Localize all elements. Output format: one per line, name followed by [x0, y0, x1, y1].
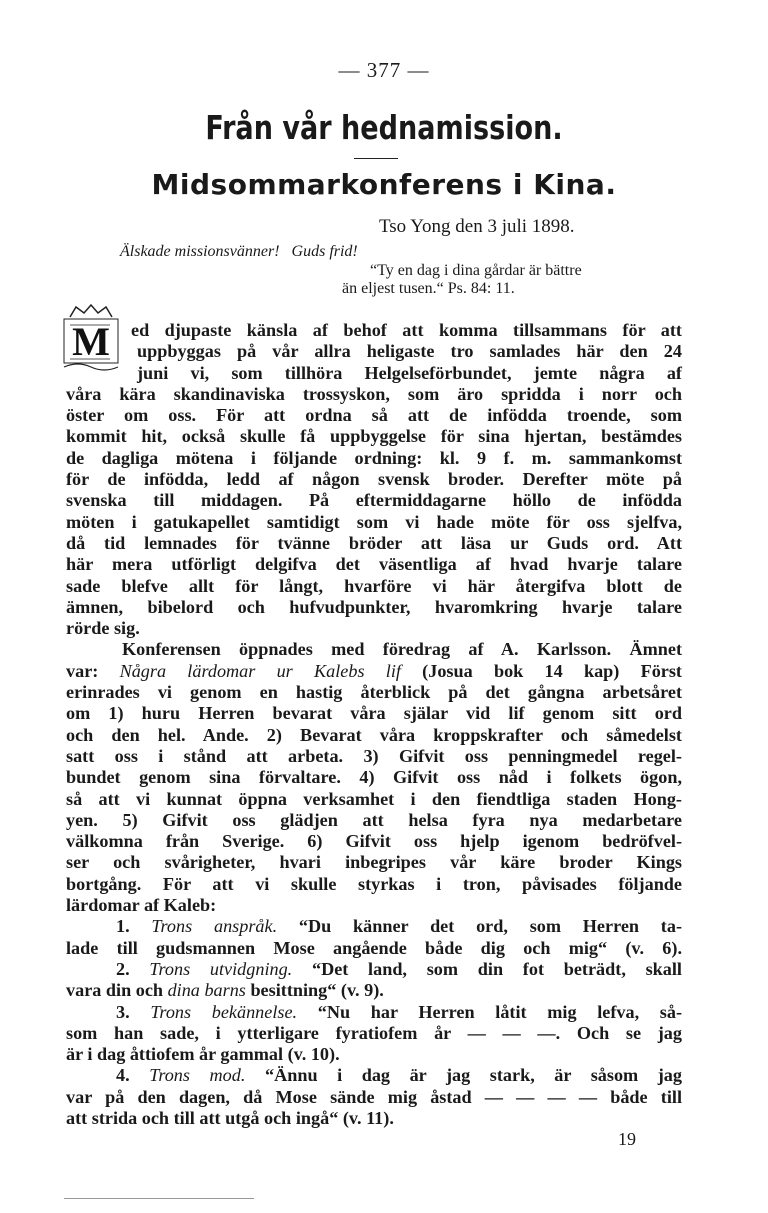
- text-line: för de infödda, ledd af någon svensk broder. Derefter möte på: [66, 469, 682, 490]
- text-line: erinrades vi genom en hastig återblick på det gångna arbetsåret: [66, 682, 682, 703]
- point-number: 2.: [116, 958, 130, 979]
- text-line: som han sade, i ytterligare fyratiofem år — — —. Och se jag: [66, 1022, 682, 1043]
- text-span: “Nu har Herren låtit mig lefva, så-: [297, 1001, 683, 1022]
- point-title: Trons bekännelse.: [150, 1001, 298, 1022]
- list-item: [66, 1065, 682, 1086]
- text-line: sade blefve allt för långt, hvarföre vi här återgifva blott de: [66, 575, 682, 596]
- dateline: Tso Yong den 3 juli 1898.: [379, 216, 575, 237]
- text-line: de dagliga mötena i följande ordning: kl. 9 f. m. sammankomst: [66, 447, 682, 468]
- epigraph: [342, 262, 687, 298]
- text-line: rörde sig.: [66, 618, 140, 639]
- text-line: var på den dagen, då Mose sände mig åstad — — — — både till: [66, 1086, 682, 1107]
- list-item: [66, 959, 682, 980]
- text-line: öster om oss. För att ordna så att de infödda troende, som: [66, 405, 682, 426]
- signature-mark: 19: [618, 1129, 636, 1149]
- text-line: Konferensen öppnades med föredrag af A. Karlsson. Ämnet: [122, 639, 682, 660]
- text-line: yen. 5) Gifvit oss glädjen att helsa fyra nya medarbetare: [66, 809, 682, 830]
- text-line: ser och svårigheter, hvari inbegripes vår käre broder Kings: [66, 852, 682, 873]
- text-line: ämnen, bibelord och hufvudpunkter, hvaromkring hvarje talare: [66, 596, 682, 617]
- article-title: Från vår hednamission.: [205, 108, 563, 147]
- epigraph-line: “Ty en dag i dina gårdar är bättre: [370, 262, 582, 279]
- text-span: “Det land, som din fot beträdt, skall: [292, 958, 682, 979]
- text-line: satt oss i stånd att arbeta. 3) Gifvit oss penningmedel regel-: [66, 745, 682, 766]
- dropcap-letter: M: [72, 319, 110, 364]
- page-number: — 377 —: [338, 58, 430, 82]
- text-span: besittning“ (v. 9).: [245, 980, 384, 1001]
- list-item: [66, 916, 682, 937]
- text-line: kommit hit, också skulle få uppbyggelse för sina hjertan, bestämdes: [66, 426, 682, 447]
- text-span: “Ännu i dag är jag stark, är såsom jag: [245, 1065, 682, 1086]
- bottom-edge-rule: [64, 1198, 254, 1199]
- text-line: svenska till middagen. På eftermiddagarne höllo de infödda: [66, 490, 682, 511]
- salutation-greeting: Älskade missionsvänner!: [120, 243, 280, 260]
- epigraph-line: än eljest tusen.“ Ps. 84: 11.: [342, 280, 515, 297]
- body-text: [66, 320, 682, 1129]
- text-line: bortgång. För att vi skulle styrkas i tron, påvisades följande: [66, 873, 682, 894]
- article-subtitle: Midsommarkonferens i Kina.: [151, 168, 617, 201]
- point-title: Trons utvidgning.: [149, 958, 293, 979]
- text-line: lade till gudsmannen Mose angående både dig och mig“ (v. 6).: [66, 937, 682, 958]
- text-line: [66, 980, 682, 1001]
- text-line: möten i gatukapellet samtidigt som vi hade möte för oss sjelfva,: [66, 511, 682, 532]
- emphasis: dina barns: [167, 980, 246, 1001]
- point-title: Trons mod.: [149, 1065, 246, 1086]
- text-line: att strida och till att utgå och ingå“ (v. 11).: [66, 1107, 394, 1128]
- salutation: [120, 243, 366, 261]
- text-line: och den hel. Ande. 2) Bevarat våra kroppskrafter och såmedelst: [66, 724, 682, 745]
- text-line: ed djupaste känsla af behof att komma tillsammans för att: [131, 320, 682, 340]
- text-line: lärdomar af Kaleb:: [66, 895, 217, 916]
- text-line: juni vi, som tillhöra Helgelseförbundet, jemte några af: [137, 362, 682, 383]
- text-line: här mera utförligt delgifva det väsentliga af hvad hvarje talare: [66, 554, 682, 575]
- text-line: så att vi kunnat öppna verksamhet i den fiendtliga staden Hong-: [66, 788, 682, 809]
- salutation-peace: Guds frid!: [291, 243, 358, 260]
- list-item: [66, 1002, 682, 1023]
- lecture-topic: Några lärdomar ur Kalebs lif: [119, 660, 401, 681]
- text-line: är i dag åttiofem år gammal (v. 10).: [66, 1044, 340, 1065]
- text-line: våra kära skandinaviska trossyskon, som äro spridda i norr och: [66, 383, 682, 404]
- point-number: 3.: [116, 1001, 130, 1022]
- point-number: 4.: [116, 1065, 130, 1086]
- text-line: om 1) huru Herren bevarat våra själar vid lif genom sitt ord: [66, 703, 682, 724]
- text-span: (Josua bok 14 kap) Först: [400, 660, 682, 681]
- text-line: [66, 661, 682, 682]
- text-line: bundet genom sina förvaltare. 4) Gifvit oss nåd i folkets ögon,: [66, 767, 682, 788]
- point-title: Trons anspråk.: [151, 916, 278, 937]
- title-divider: [354, 158, 398, 159]
- point-number: 1.: [116, 916, 130, 937]
- text-line: då tid lemnades för tvänne bröder att läsa ur Guds ord. Att: [66, 532, 682, 553]
- text-line: välkomna från Sverige. 6) Gifvit oss hjelp igenom bedröfvel-: [66, 831, 682, 852]
- text-line: uppbyggas på vår allra heligaste tro samlades här den 24: [137, 341, 682, 362]
- text-span: vara din och: [66, 980, 168, 1001]
- text-span: “Du känner det ord, som Herren ta-: [277, 916, 682, 937]
- text-span: var:: [66, 660, 120, 681]
